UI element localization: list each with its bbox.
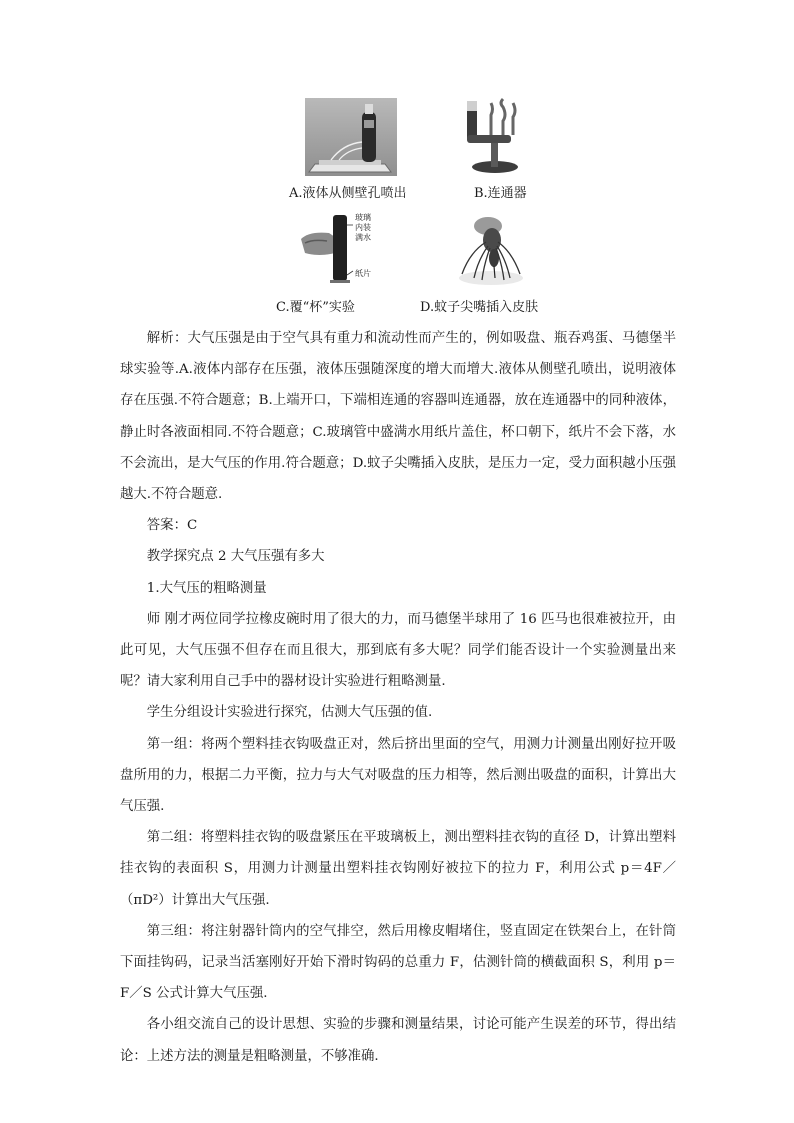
teacher-paragraph: 师 刚才两位同学拉橡皮碗时用了很大的力，而马德堡半球用了 16 匹马也很难被拉开，由此可见，大气压强不但存在而且很大，那到底有多大呢？同学们能否设计一个实验测量出来呢？请大家利用自己手中的器材设计实验进行粗略测量. [120,611,676,690]
figure-b-image [461,97,527,175]
figure-a-caption: A.液体从侧壁孔喷出 [289,186,407,201]
figure-c-label-2: 内装 [355,223,371,232]
analysis-paragraph: 解析：大气压强是由于空气具有重力和流动性而产生的，例如吸盘、瓶吞鸡蛋、马德堡半球实验等.A.液体内部存在压强，液体压强随深度的增大而增大.液体从侧壁孔喷出，说明液体存在压强.不符合题意；B.上端开口，下端相连通的容器叫连通器，放在连通器中的同种液体，静止时各液面相同.不符合题意；C.玻璃管中盛满水用纸片盖住，杯口朝下，纸片不会下落，水不会流出，是大气压的作用.符合题意；D.蚊子尖嘴插入皮肤，是压力一定，受力面积越小压强越大.不符合题意. [120,331,676,503]
conclusion-paragraph: 各小组交流自己的设计思想、实验的步骤和测量结果，讨论可能产生误差的环节，得出结论：上述方法的测量是粗略测量，不够准确. [120,1017,676,1064]
figure-d-caption: D.蚊子尖嘴插入皮肤 [420,300,539,315]
student-paragraph: 学生分组设计实验进行探究，估测大气压强的值. [146,705,433,721]
figure-c-label-3: 满水 [355,233,371,242]
group-two-paragraph: 第二组：将塑料挂衣钩的吸盘紧压在平玻璃板上，测出塑料挂衣钩的直径 D，计算出塑料挂衣钩的表面积 S，用测力计测量出塑料挂衣钩刚好被拉下的拉力 F，利用公式 p＝4F／（πD²）计算出大气压强. [120,830,676,908]
document-body [120,323,676,1072]
section-heading: 教学探究点 2 大气压强有多大 [146,549,325,565]
figure-c-label-1: 玻璃 [355,213,371,222]
answer-line: 答案：C [146,518,198,534]
figure-c-label-4: 纸片 [355,269,371,278]
figure-c-caption: C.覆“杯”实验 [276,300,355,315]
group-three-paragraph: 第三组：将注射器针筒内的空气排空，然后用橡皮帽堵住，竖直固定在铁架台上，在针筒下面挂钩码，记录当活塞刚好开始下滑时钩码的总重力 F，估测针筒的横截面积 S，利用 p＝F／S 公式计算大气压强. [120,923,676,1002]
subsection-heading: 1.大气压的粗略测量 [146,580,267,596]
figure-d-image [452,212,530,288]
figure-a-image [305,98,397,176]
figure-b-caption: B.连通器 [474,186,527,201]
group-one-paragraph: 第一组：将两个塑料挂衣钩吸盘正对，然后挤出里面的空气，用测力计测量出刚好拉开吸盘所用的力，根据二力平衡，拉力与大气对吸盘的压力相等，然后测出吸盘的面积，计算出大气压强. [120,736,676,815]
